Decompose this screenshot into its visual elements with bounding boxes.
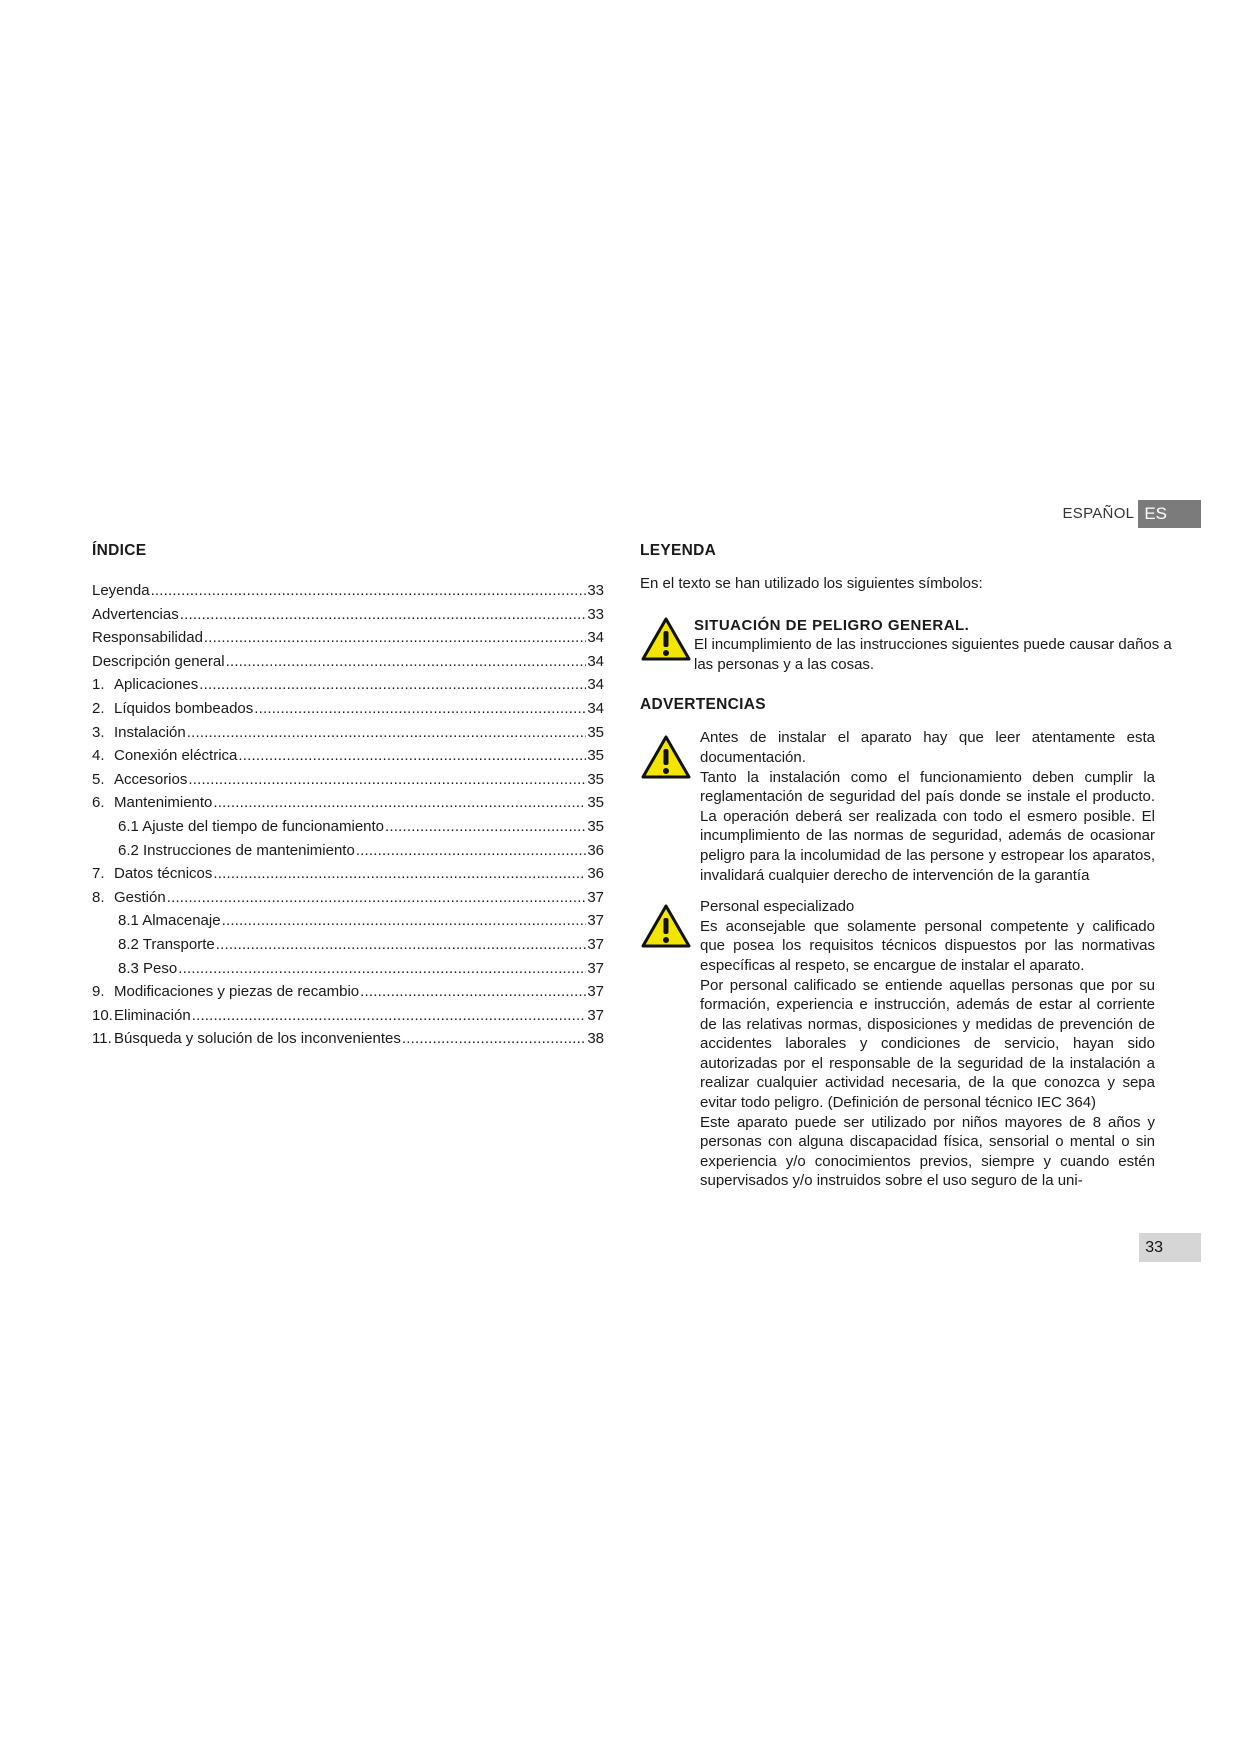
warning-block-personnel — [640, 897, 1185, 1191]
toc-item — [92, 582, 604, 606]
toc-item — [92, 889, 604, 913]
toc-item-page: 33 — [587, 605, 604, 623]
toc-item-page: 36 — [587, 865, 604, 883]
toc-item — [92, 960, 604, 984]
toc-item-label: Eliminación — [114, 1006, 191, 1024]
warning-triangle-icon — [640, 903, 692, 949]
toc-item-label: 8.3 Peso — [118, 959, 178, 977]
right-column — [640, 542, 1185, 1191]
toc-dot-leader — [213, 794, 586, 811]
toc-dot-leader — [356, 842, 587, 859]
warning-paragraph: Tanto la instalación como el funcionamiento deben cumplir la reglamentación de seguridad del país donde se instale el producto. La operación deberá ser realizada con todo el esmero posible. El incumplimiento de las normas de seguridad, además de ocasionar peligro para la incolumidad de las persone y estropear los aparatos, invalidará cualquier derecho de intervención de la garantía — [700, 768, 1155, 884]
legend-title: LEYENDA — [640, 542, 717, 559]
toc-item-label: Aplicaciones — [114, 676, 199, 694]
toc-item-label: Instalación — [114, 723, 186, 741]
toc-dot-leader — [360, 983, 586, 1000]
toc-item-page: 35 — [587, 794, 604, 812]
toc-item-page: 37 — [587, 983, 604, 1001]
warning-paragraph: Antes de instalar el aparato hay que leer atentamente esta documentación. — [700, 729, 1155, 766]
toc-item-page: 37 — [587, 1006, 604, 1024]
toc-item — [92, 676, 604, 700]
toc-item — [92, 653, 604, 677]
page-number: 33 — [1139, 1233, 1201, 1262]
toc-item-label: Leyenda — [92, 582, 150, 599]
toc-item-label: Líquidos bombeados — [114, 699, 254, 717]
warning-triangle-icon — [640, 616, 692, 662]
toc-item — [92, 747, 604, 771]
toc-item — [92, 1030, 604, 1054]
toc-dot-leader — [213, 865, 586, 882]
toc-item-page: 37 — [587, 959, 604, 977]
toc-dot-leader — [216, 936, 587, 953]
toc-item-page: 34 — [587, 676, 604, 694]
legend-warning-text: El incumplimiento de las instrucciones siguientes puede causar daños a las personas y a las cosas. — [694, 636, 1172, 673]
toc-item-label: 6.2 Instrucciones de mantenimiento — [118, 841, 355, 859]
toc-item-number: 10. — [92, 1006, 113, 1024]
toc-dot-leader — [151, 582, 587, 599]
toc-dot-leader — [187, 724, 587, 741]
toc-dot-leader — [254, 700, 586, 717]
table-of-contents — [92, 582, 604, 1054]
warning-paragraph: Por personal calificado se entiende aquellas personas que por su formación, experiencia e instrucción, además de estar al corriente de las relativas normas, disposiciones y medidas de prevención de accidentes laborales y condiciones de servicio, hayan sido autorizadas por el responsable de la seguridad de la instalación a realizar cualquier actividad necesaria, de la que conozca y sepa evitar todo peligro. (Definición de personal técnico IEC 364) — [700, 976, 1155, 1112]
toc-item-label: Conexión eléctrica — [114, 747, 238, 765]
toc-item-label: Responsabilidad — [92, 629, 203, 647]
warnings-title: ADVERTENCIAS — [640, 696, 766, 714]
toc-item — [92, 606, 604, 630]
toc-item — [92, 912, 604, 936]
toc-item-number: 2. — [92, 699, 105, 717]
toc-item-page: 37 — [587, 888, 604, 906]
toc-dot-leader — [199, 676, 586, 693]
toc-item-label: Descripción general — [92, 652, 225, 670]
toc-item-label: Mantenimiento — [114, 794, 213, 812]
warning-paragraph: Este aparato puede ser utilizado por niños mayores de 8 años y personas con alguna discapacidad física, sensorial o mental o sin experiencia y/o conocimientos previos, siempre y cuando estén supervisados y/o instruidos sobre el uso seguro de la uni- — [700, 1113, 1155, 1190]
toc-dot-leader — [180, 606, 587, 623]
toc-item-label: 8.1 Almacenaje — [118, 912, 221, 930]
toc-dot-leader — [167, 889, 587, 906]
warning-block-general — [640, 728, 1185, 885]
toc-item-label: Advertencias — [92, 605, 179, 623]
toc-item-page: 35 — [587, 770, 604, 788]
toc-item — [92, 629, 604, 653]
warning-triangle-icon — [640, 734, 692, 780]
toc-item — [92, 1007, 604, 1031]
toc-item-label: Modificaciones y piezas de recambio — [114, 983, 360, 1001]
toc-item-number: 4. — [92, 747, 105, 765]
toc-item-label: 8.2 Transporte — [118, 935, 215, 953]
toc-item-number: 8. — [92, 888, 105, 906]
toc-item-number: 9. — [92, 983, 105, 1001]
toc-item — [92, 936, 604, 960]
toc-item-page: 37 — [587, 935, 604, 953]
toc-item-page: 37 — [587, 912, 604, 930]
toc-item-label: Búsqueda y solución de los inconvenientes — [114, 1030, 401, 1048]
legend-warning-title: SITUACIÓN DE PELIGRO GENERAL. — [694, 616, 970, 634]
toc-dot-leader — [385, 818, 586, 835]
warning-paragraph: Es aconsejable que solamente personal competente y calificado que posea los requisitos técnicos dispuestos por las normativas específicas al respeto, se encargue de instalar el aparato. — [700, 917, 1155, 974]
toc-item-number: 3. — [92, 723, 105, 741]
toc-item-number: 6. — [92, 794, 105, 812]
toc-item-label: Gestión — [114, 888, 166, 906]
language-tab — [1062, 500, 1201, 528]
toc-item-number: 7. — [92, 865, 105, 883]
toc-dot-leader — [402, 1030, 586, 1047]
toc-item-number: 5. — [92, 770, 105, 788]
legend-intro: En el texto se han utilizado los siguientes símbolos: — [640, 575, 983, 592]
toc-item-page: 35 — [587, 747, 604, 765]
toc-dot-leader — [226, 653, 587, 670]
language-code: ES — [1138, 500, 1201, 528]
toc-item-page: 34 — [587, 629, 604, 647]
toc-item-page: 33 — [587, 582, 604, 599]
toc-item-label: Datos técnicos — [114, 865, 213, 883]
toc-item-page: 38 — [587, 1030, 604, 1048]
toc-item-page: 35 — [587, 723, 604, 741]
toc-item — [92, 724, 604, 748]
toc-item-page: 34 — [587, 699, 604, 717]
toc-item — [92, 865, 604, 889]
toc-item — [92, 700, 604, 724]
toc-item — [92, 818, 604, 842]
toc-dot-leader — [222, 912, 587, 929]
toc-item — [92, 794, 604, 818]
legend-warning-box — [640, 616, 1185, 675]
toc-item-page: 36 — [587, 841, 604, 859]
toc-item-label: 6.1 Ajuste del tiempo de funcionamiento — [118, 817, 385, 835]
toc-item — [92, 771, 604, 795]
toc-item-page: 34 — [587, 652, 604, 670]
toc-item-number: 11. — [92, 1030, 112, 1048]
toc-item — [92, 842, 604, 866]
toc-item-label: Accesorios — [114, 770, 188, 788]
toc-item-number: 1. — [92, 676, 105, 694]
index-section — [92, 542, 604, 1054]
toc-dot-leader — [188, 771, 586, 788]
toc-item — [92, 983, 604, 1007]
toc-dot-leader — [238, 747, 586, 764]
toc-item-page: 35 — [587, 817, 604, 835]
personnel-heading: Personal especializado — [700, 898, 855, 916]
toc-dot-leader — [192, 1007, 587, 1024]
language-label: ESPAÑOL — [1062, 505, 1135, 522]
toc-dot-leader — [178, 960, 586, 977]
index-title: ÍNDICE — [92, 542, 147, 559]
toc-dot-leader — [204, 629, 586, 646]
